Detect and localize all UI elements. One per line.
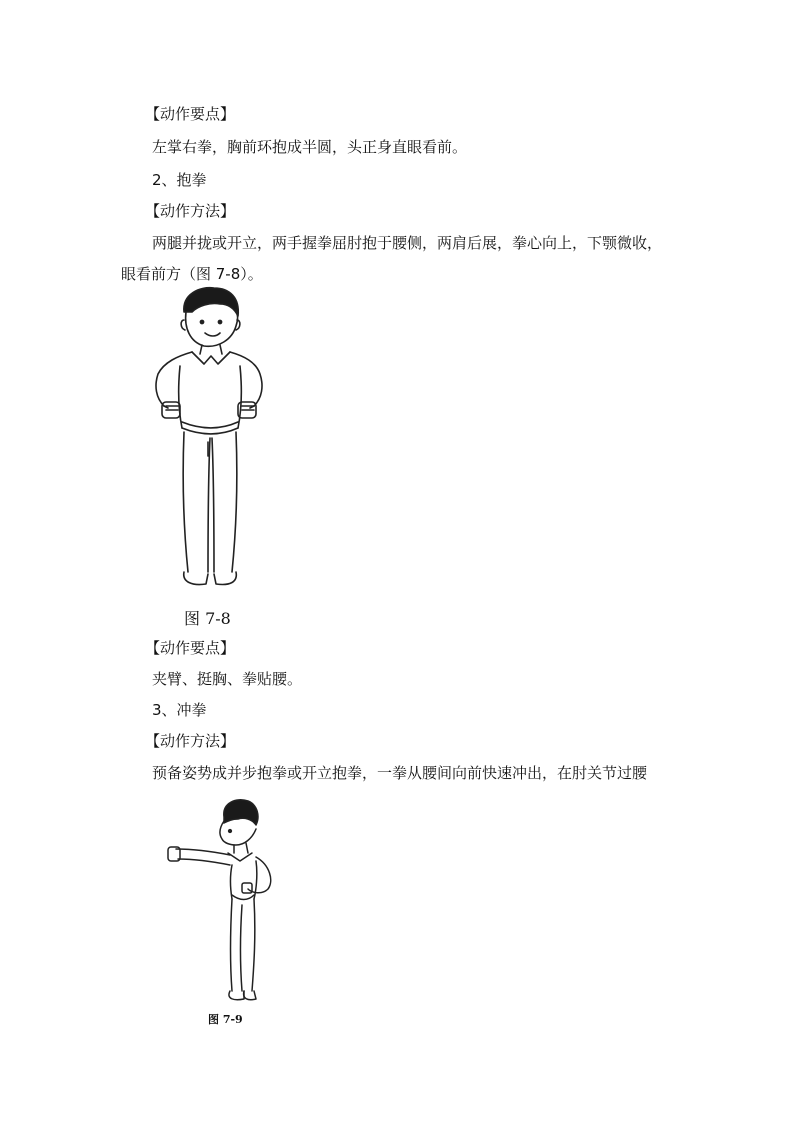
- figure-7-8-illustration: [148, 282, 278, 592]
- heading-action-points-1: 【动作要点】: [145, 105, 236, 123]
- section-title-chongquan: 3、冲拳: [152, 701, 207, 719]
- figure-7-9-caption: 图 7-9: [208, 1013, 243, 1026]
- paragraph-action-method-1-line1: 两腿并拢或开立，两手握拳屈肘抱于腰侧，两肩后展，拳心向上，下颚微收，: [152, 234, 663, 252]
- paragraph-action-points-2: 夹臂、挺胸、拳贴腰。: [152, 670, 303, 688]
- paragraph-action-points-1: 左掌右拳，胸前环抱成半圆，头正身直眼看前。: [152, 138, 468, 156]
- figure-7-9-illustration: [160, 795, 290, 1005]
- heading-action-method-2: 【动作方法】: [145, 732, 236, 750]
- paragraph-action-method-1-line2: 眼看前方（图 7-8）。: [121, 265, 263, 283]
- heading-action-method-1: 【动作方法】: [145, 202, 236, 220]
- paragraph-action-method-2: 预备姿势成并步抱拳或开立抱拳，一拳从腰间向前快速冲出，在肘关节过腰: [152, 764, 648, 782]
- heading-action-points-2: 【动作要点】: [145, 639, 236, 657]
- section-title-baoquan: 2、抱拳: [152, 171, 207, 189]
- figure-7-8-caption: 图 7-8: [184, 609, 231, 628]
